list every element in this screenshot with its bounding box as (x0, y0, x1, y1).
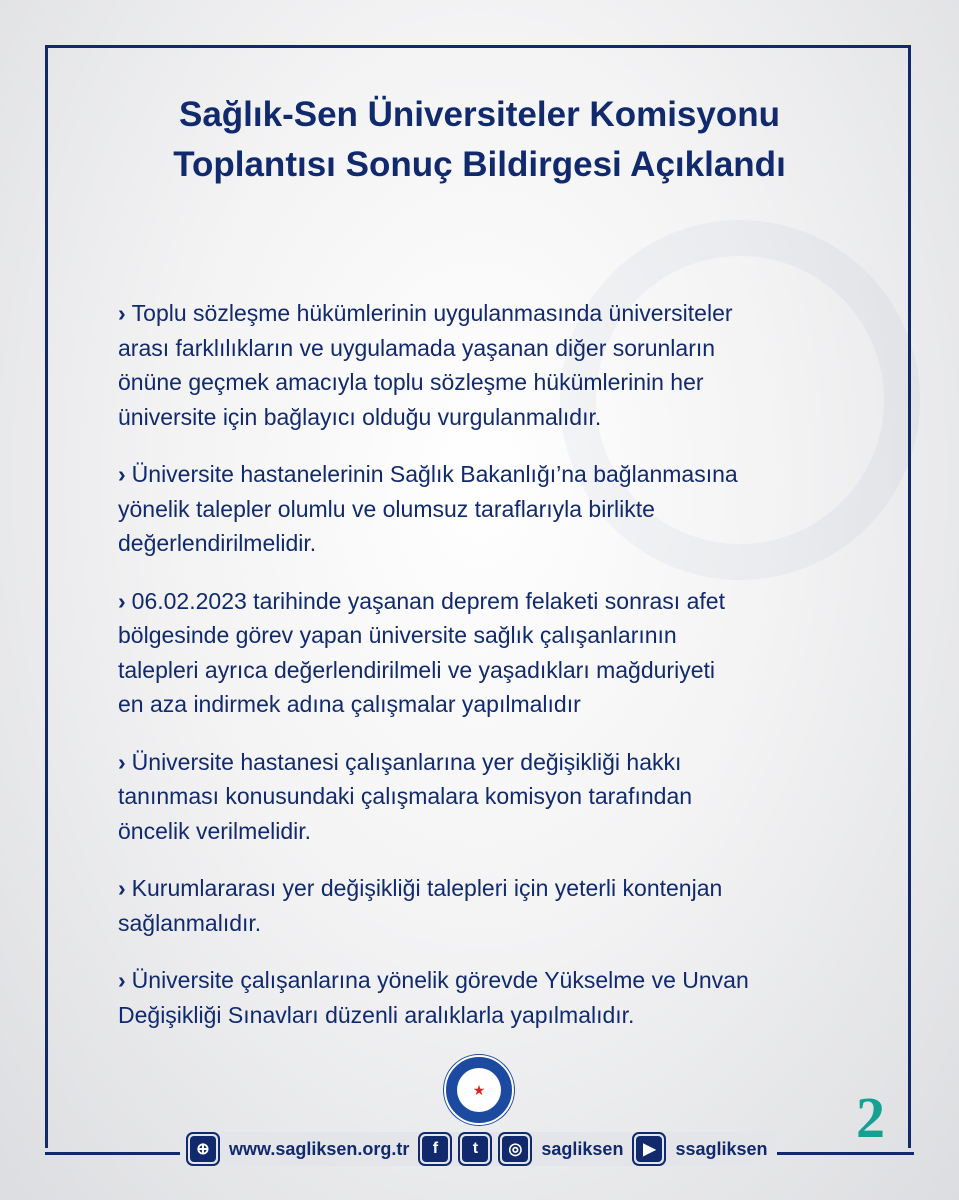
bullet-icon: › (118, 300, 126, 326)
saglik-sen-logo (444, 1055, 514, 1125)
social-handle[interactable]: sagliksen (541, 1138, 624, 1159)
website-link[interactable]: www.sagliksen.org.tr (229, 1138, 410, 1159)
title-line-2: Toplantısı Sonuç Bildirgesi Açıklandı (173, 145, 786, 184)
globe-icon: ⊕ (186, 1132, 220, 1166)
page-number: 2 (856, 1085, 885, 1150)
item-text: Kurumlararası yer değişikliği talepleri için yeterli kontenjan sağlanmalıdır. (118, 875, 723, 936)
list-item (118, 963, 858, 1032)
page-title (0, 90, 959, 190)
twitter-icon[interactable]: t (458, 1132, 492, 1166)
item-text: 06.02.2023 tarihinde yaşanan deprem felaketi sonrası afet bölgesinde görev yapan üniversite sağlık çalışanlarının talepleri ayrıca değerlendirilmeli ve yaşadıkları mağduriyeti en aza indirmek adına çalışmalar yapılmalıdır (118, 587, 725, 717)
list-item (118, 871, 858, 940)
caduceus-star-icon: ★ (457, 1068, 501, 1112)
instagram-icon[interactable]: ◎ (498, 1132, 532, 1166)
item-text: Üniversite çalışanlarına yönelik görevde Yükselme ve Unvan Değişikliği Sınavları düzenli aralıklarla yapılmalıdır. (118, 967, 749, 1028)
facebook-icon[interactable]: f (418, 1132, 452, 1166)
bullet-icon: › (118, 967, 126, 993)
bullet-icon: › (118, 587, 126, 614)
list-item (118, 457, 858, 561)
bullet-icon: › (118, 461, 126, 487)
title-line-1: Sağlık-Sen Üniversiteler Komisyonu (178, 95, 780, 134)
bullet-icon: › (118, 748, 126, 775)
footer (45, 1130, 914, 1170)
youtube-handle[interactable]: ssagliksen (675, 1138, 768, 1159)
item-text: Üniversite hastanesi çalışanlarına yer değişikliği hakkı tanınması konusundaki çalışmalara komisyon tarafından öncelik verilmelidir. (118, 748, 693, 844)
list-item (118, 296, 858, 434)
item-text: Toplu sözleşme hükümlerinin uygulanmasında üniversiteler arası farklılıkların ve uygulamada yaşanan diğer sorunların önüne geçmek amacıyla toplu sözleşme hükümlerinin her üniversite için bağlayıcı olduğu vurgulanmalıdır. (118, 300, 733, 430)
bullet-icon: › (118, 875, 126, 901)
youtube-icon[interactable]: ▶ (632, 1132, 666, 1166)
item-text: Üniversite hastanelerinin Sağlık Bakanlığı’na bağlanmasına yönelik talepler olumlu ve olumsuz taraflarıyla birlikte değerlendirilmelidir. (118, 461, 738, 556)
list-item (118, 584, 858, 722)
resolution-list (118, 296, 858, 1055)
list-item (118, 745, 858, 849)
